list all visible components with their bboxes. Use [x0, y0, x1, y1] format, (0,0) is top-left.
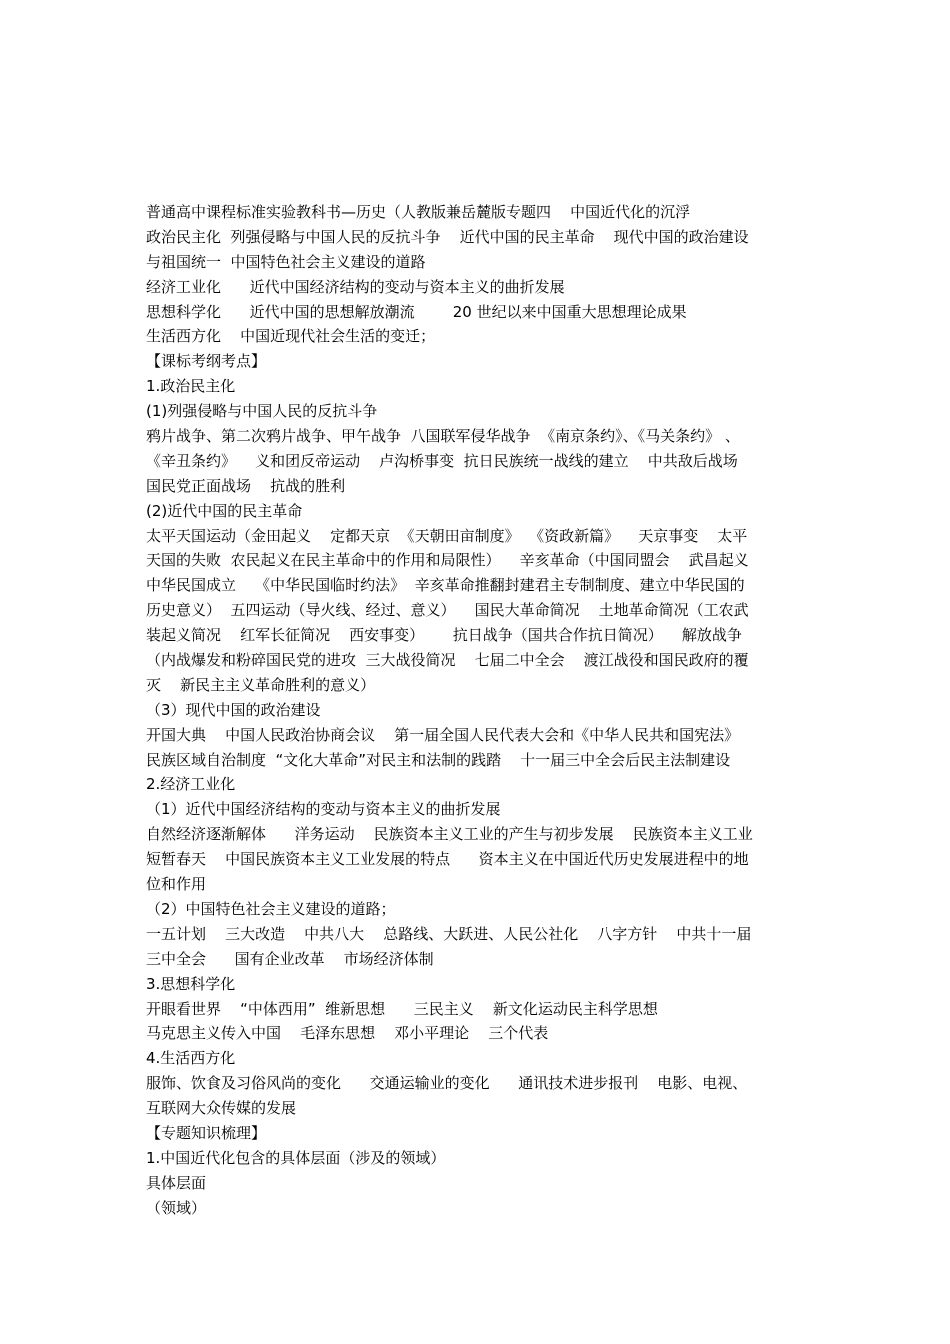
section-heading: 【专题知识梳理】 — [146, 1123, 267, 1142]
body-text-line: 互联网大众传媒的发展 — [146, 1099, 297, 1118]
body-text-line: 位和作用 — [146, 875, 207, 894]
topic-overview-line: 与祖国统一 中国特色社会主义建设的道路 — [146, 252, 426, 271]
body-text-line: 三中全会 国有企业改革 市场经济体制 — [146, 949, 434, 968]
subsection-heading: 3.思想科学化 — [146, 974, 236, 993]
body-text-line: （内战爆发和粉碎国民党的进攻 三大战役简况 七届二中全会 渡江战役和国民政府的覆 — [146, 651, 749, 670]
subsection-heading: 2.经济工业化 — [146, 775, 236, 794]
body-text-line: 《辛丑条约》 义和团反帝运动 卢沟桥事变 抗日民族统一战线的建立 中共敌后战场 — [146, 451, 738, 470]
body-text-line: 太平天国运动（金田起义 定都天京 《天朝田亩制度》 《资政新篇》 天京事变 太平 — [146, 526, 748, 545]
body-text-line: 开国大典 中国人民政治协商会议 第一届全国人民代表大会和《中华人民共和国宪法》 — [146, 725, 740, 744]
body-text-line: 服饰、饮食及习俗风尚的变化 交通运输业的变化 通讯技术进步报刊 电影、电视、 — [146, 1074, 748, 1093]
topic-overview-line: 经济工业化 近代中国经济结构的变动与资本主义的曲折发展 — [146, 277, 565, 296]
body-text-line: （领域） — [146, 1198, 207, 1217]
body-text-line: 开眼看世界 “中体西用” 维新思想 三民主义 新文化运动民主科学思想 — [146, 999, 658, 1018]
body-text-line: 鸦片战争、第二次鸦片战争、甲午战争 八国联军侵华战争 《南京条约》、《马关条约》 、 — [146, 427, 740, 446]
subsection-heading: （3）现代中国的政治建设 — [146, 700, 321, 719]
section-heading: 【课标考纲考点】 — [146, 352, 267, 371]
body-text-line: 灭 新民主主义革命胜利的意义） — [146, 675, 376, 694]
body-text-line: 马克思主义传入中国 毛泽东思想 邓小平理论 三个代表 — [146, 1024, 549, 1043]
body-text-line: 国民党正面战场 抗战的胜利 — [146, 476, 346, 495]
subsection-heading: （1）近代中国经济结构的变动与资本主义的曲折发展 — [146, 800, 501, 819]
topic-overview-line: 生活西方化 中国近现代社会生活的变迁； — [146, 327, 436, 346]
body-text-line: 短暂春天 中国民族资本主义工业发展的特点 资本主义在中国近代历史发展进程中的地 — [146, 850, 749, 869]
body-text-line: 自然经济逐渐解体 洋务运动 民族资本主义工业的产生与初步发展 民族资本主义工业 — [146, 825, 753, 844]
body-text-line: 具体层面 — [146, 1173, 207, 1192]
subsection-heading: 1.政治民主化 — [146, 377, 236, 396]
document-body — [146, 200, 810, 1221]
document-title-line: 普通高中课程标准实验教科书—历史（人教版兼岳麓版专题四 中国近代化的沉浮 — [146, 203, 691, 221]
body-text-line: 民族区域自治制度 “文化大革命”对民主和法制的践踏 十一届三中全会后民主法制建设 — [146, 750, 731, 769]
subsection-heading: 1.中国近代化包含的具体层面（涉及的领域） — [146, 1148, 446, 1167]
topic-overview-line: 政治民主化 列强侵略与中国人民的反抗斗争 近代中国的民主革命 现代中国的政治建设 — [146, 227, 749, 246]
body-text-line: 装起义简况 红军长征简况 西安事变） 抗日战争（国共合作抗日简况） 解放战争 — [146, 626, 742, 645]
subsection-heading: (1)列强侵略与中国人民的反抗斗争 — [146, 402, 378, 421]
topic-overview-line: 思想科学化 近代中国的思想解放潮流 20 世纪以来中国重大思想理论成果 — [146, 302, 687, 321]
body-text-line: 历史意义） 五四运动（导火线、经过、意义） 国民大革命简况 土地革命简况（工农武 — [146, 601, 749, 620]
body-text-line: 中华民国成立 《中华民国临时约法》 辛亥革命推翻封建君主专制制度、建立中华民国的 — [146, 576, 745, 595]
body-text-line: 一五计划 三大改造 中共八大 总路线、大跃进、人民公社化 八字方针 中共十一届 — [146, 924, 752, 943]
subsection-heading: (2)近代中国的民主革命 — [146, 501, 303, 520]
subsection-heading: 4.生活西方化 — [146, 1049, 236, 1068]
body-text-line: 天国的失败 农民起义在民主革命中的作用和局限性） 辛亥革命（中国同盟会 武昌起义 — [146, 551, 749, 570]
subsection-heading: （2）中国特色社会主义建设的道路； — [146, 899, 396, 918]
